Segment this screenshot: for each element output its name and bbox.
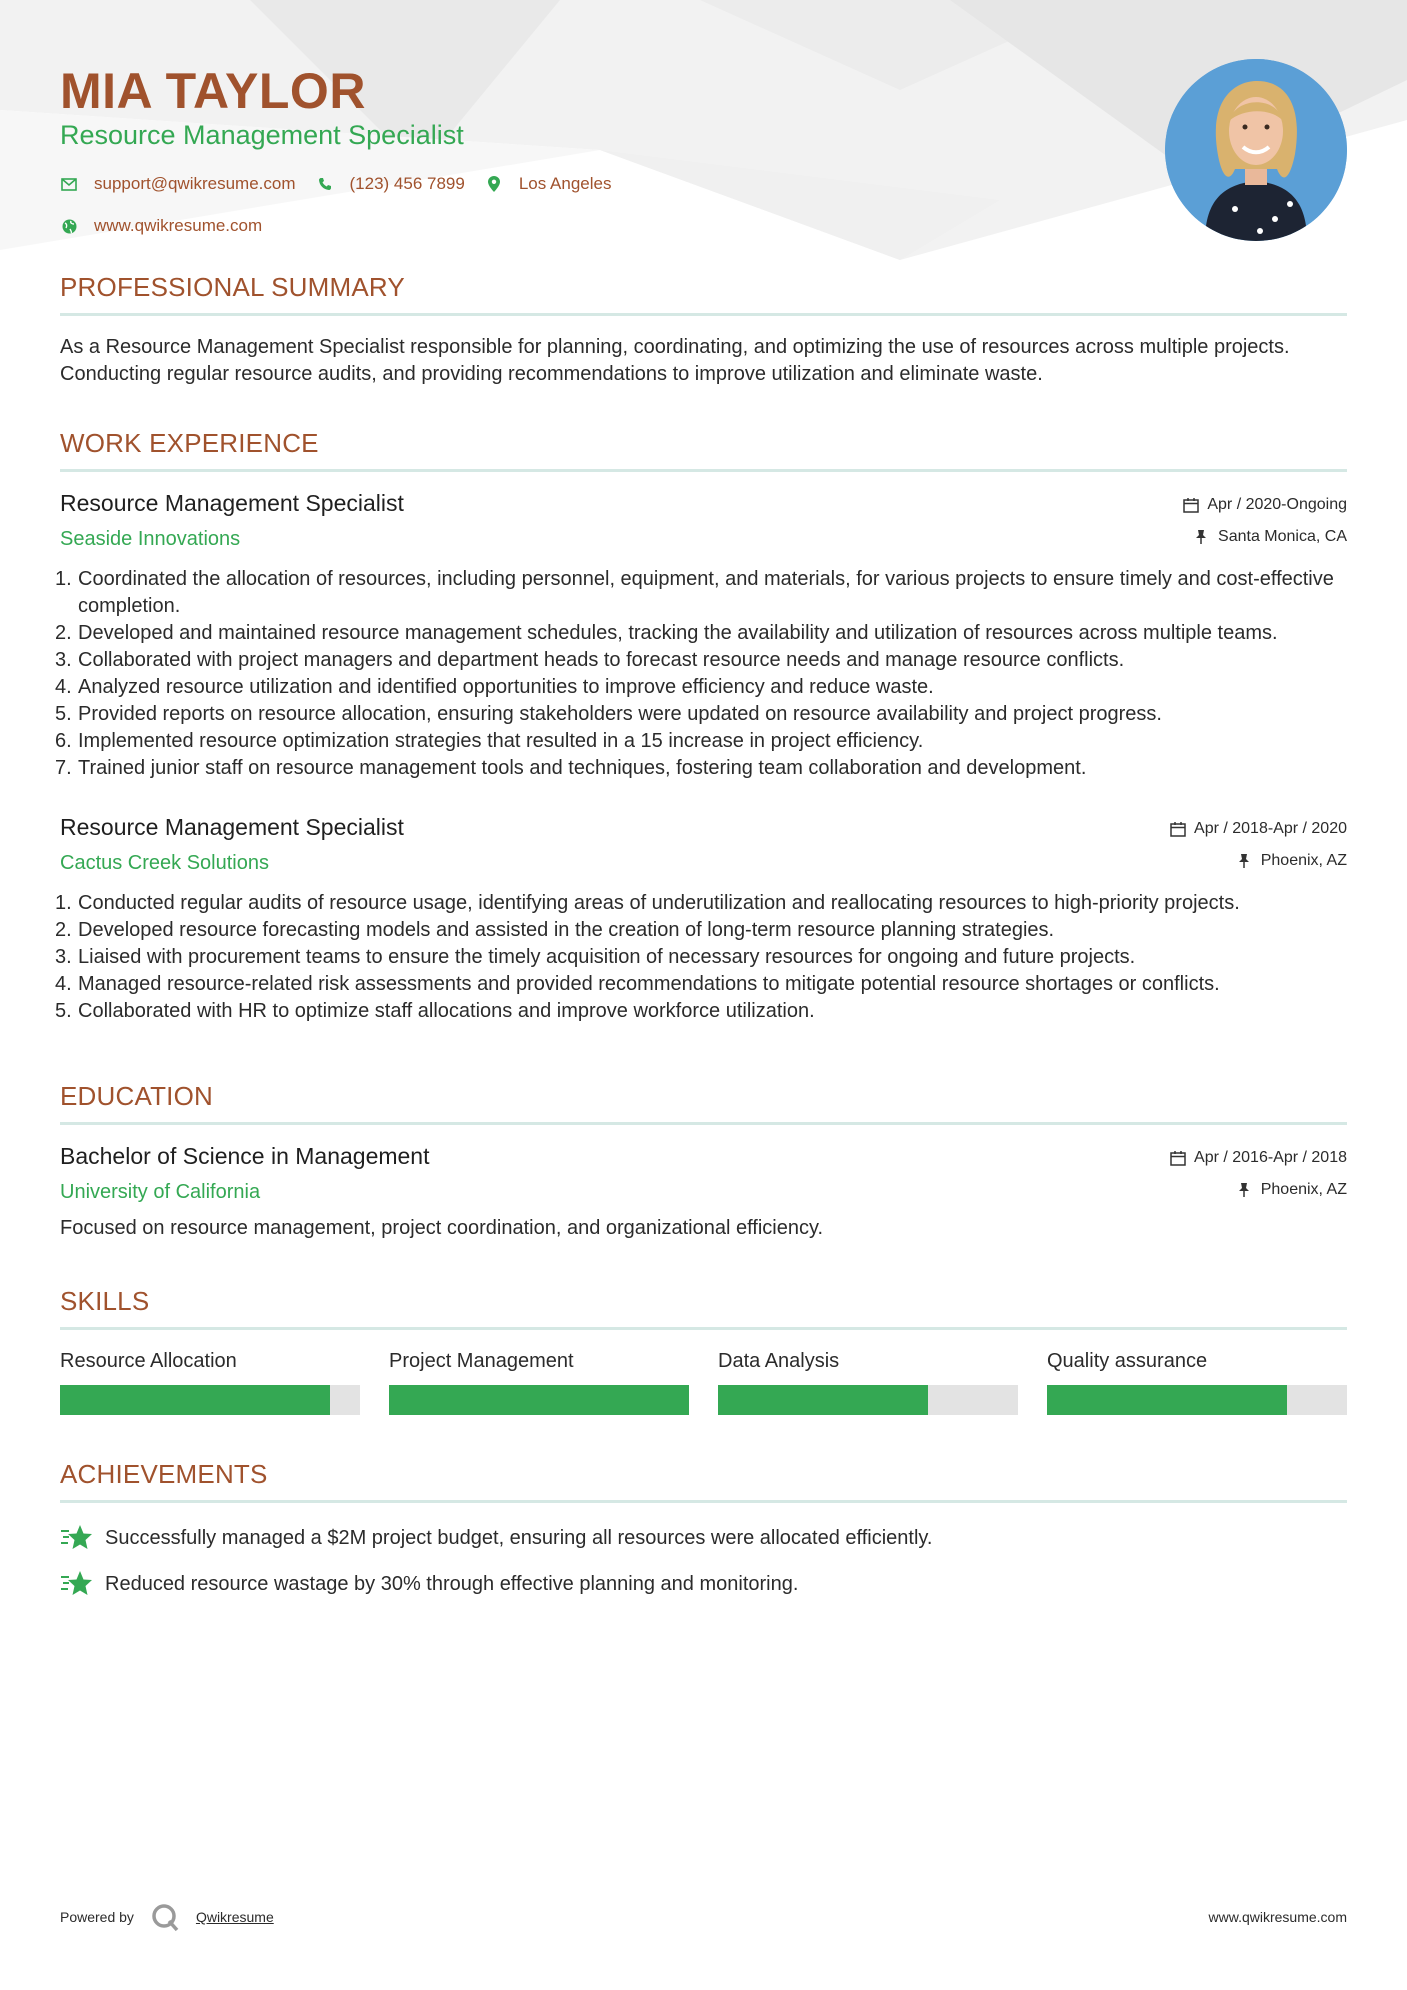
list-item: 3. Liaised with procurement teams to ensure the timely acquisition of necessary resources for ongoing and future projects. [55, 946, 1136, 968]
calendar-icon [1170, 821, 1186, 837]
job-company: Cactus Creek Solutions [60, 852, 269, 874]
job-location-text: Santa Monica, CA [1218, 528, 1347, 545]
achievement-item [60, 1523, 1347, 1553]
section-title: PROFESSIONAL SUMMARY [60, 272, 1347, 316]
candidate-title: Resource Management Specialist [60, 120, 464, 150]
achievement-text: Successfully managed a $2M project budget, ensuring all resources were allocated efficiently. [105, 1526, 933, 1549]
skill-name: Quality assurance [1047, 1350, 1208, 1372]
education-section [60, 1081, 1347, 1242]
star-icon [60, 1523, 92, 1553]
skill-level [1047, 1385, 1287, 1415]
education-date [1170, 1149, 1347, 1167]
candidate-name: MIA TAYLOR [60, 63, 366, 119]
website-text[interactable]: www.qwikresume.com [94, 216, 263, 235]
job-entry [55, 814, 1347, 1025]
skill-level [718, 1385, 928, 1415]
skill-name: Project Management [389, 1350, 574, 1372]
contact-website[interactable] [60, 216, 262, 236]
section-title: SKILLS [60, 1286, 1347, 1330]
section-title: ACHIEVEMENTS [60, 1459, 1347, 1503]
pushpin-icon [1194, 529, 1210, 545]
pushpin-icon [1237, 1182, 1253, 1198]
brand-link[interactable]: Qwikresume [195, 1909, 274, 1925]
skill-bar [389, 1385, 689, 1415]
skill-bar [718, 1385, 1018, 1415]
skill-item [718, 1350, 1018, 1415]
list-item: 5. Provided reports on resource allocation, ensuring stakeholders were updated on resource availability and project progress. [55, 703, 1162, 725]
job-title: Resource Management Specialist [60, 814, 404, 840]
list-item: 7. Trained junior staff on resource management tools and techniques, fostering team collaboration and development. [55, 757, 1087, 779]
skill-level [389, 1385, 689, 1415]
job-bullets [55, 890, 1347, 1025]
degree-title: Bachelor of Science in Management [60, 1143, 430, 1169]
list-item: 1. Conducted regular audits of resource usage, identifying areas of underutilization and reallocating resources to high-priority projects. [55, 892, 1240, 914]
job-date [1183, 496, 1347, 514]
job-location [1194, 528, 1347, 546]
powered-by [60, 1902, 274, 1932]
skill-name: Resource Allocation [60, 1350, 237, 1372]
section-title: WORK EXPERIENCE [60, 428, 1347, 472]
list-item: 4. Analyzed resource utilization and identified opportunities to improve efficiency and reduce waste. [55, 676, 934, 698]
contact-email[interactable] [60, 174, 296, 194]
skills-section [60, 1286, 1347, 1415]
resume-header [60, 0, 1347, 250]
job-company: Seaside Innovations [60, 528, 241, 550]
education-description: Focused on resource management, project coordination, and organizational efficiency. [60, 1217, 824, 1239]
education-date-text: Apr / 2016-Apr / 2018 [1194, 1149, 1347, 1166]
powered-by-label: Powered by [60, 1909, 134, 1925]
job-title: Resource Management Specialist [60, 490, 404, 516]
star-icon [60, 1569, 92, 1599]
calendar-icon [1170, 1150, 1186, 1166]
phone-text[interactable]: (123) 456 7899 [349, 174, 465, 193]
job-bullets [55, 566, 1347, 782]
list-item: 2. Developed and maintained resource management schedules, tracking the availability and utilization of resources across multiple teams. [55, 622, 1278, 644]
footer-website[interactable]: www.qwikresume.com [1208, 1909, 1347, 1925]
envelope-icon [60, 175, 78, 193]
contact-location [485, 174, 612, 194]
list-item: 5. Collaborated with HR to optimize staff allocations and improve workforce utilization. [55, 1000, 815, 1022]
pushpin-icon [1237, 853, 1253, 869]
list-item: 3. Collaborated with project managers and department heads to forecast resource needs and manage resource conflicts. [55, 649, 1125, 671]
list-item: 6. Implemented resource optimization strategies that resulted in a 15 increase in project efficiency. [55, 730, 924, 752]
summary-text: As a Resource Management Specialist responsible for planning, coordinating, and optimizing the use of resources across multiple projects. Conducting regular resource audits, and providing recommendations to improve utilization and eliminate waste. [60, 336, 1290, 385]
skill-item [1047, 1350, 1347, 1415]
contact-row [60, 174, 631, 194]
list-item: 4. Managed resource-related risk assessments and provided recommendations to mitigate potential resource shortages or conflicts. [55, 973, 1220, 995]
job-location-text: Phoenix, AZ [1260, 852, 1347, 869]
email-text[interactable]: support@qwikresume.com [94, 174, 296, 193]
section-title: EDUCATION [60, 1081, 1347, 1125]
skills-list [60, 1350, 1347, 1415]
experience-section [55, 428, 1347, 1025]
profile-photo [1165, 59, 1347, 241]
skill-name: Data Analysis [718, 1350, 840, 1372]
job-entry [55, 490, 1347, 782]
calendar-icon [1183, 497, 1199, 513]
skill-bar [1047, 1385, 1347, 1415]
skill-level [60, 1385, 330, 1415]
job-date [1170, 820, 1347, 838]
summary-section [60, 272, 1347, 388]
contact-row-2 [60, 216, 282, 236]
school-name: University of California [60, 1181, 261, 1203]
location-text: Los Angeles [518, 174, 612, 193]
achievement-item [60, 1569, 1347, 1599]
job-date-text: Apr / 2020-Ongoing [1207, 496, 1347, 513]
phone-icon [316, 175, 334, 193]
achievements-section [60, 1459, 1347, 1599]
contact-phone[interactable] [316, 174, 465, 194]
qwikresume-logo-icon [150, 1902, 180, 1932]
achievement-text: Reduced resource wastage by 30% through effective planning and monitoring. [105, 1572, 799, 1595]
job-date-text: Apr / 2018-Apr / 2020 [1194, 820, 1347, 837]
globe-icon [60, 217, 78, 235]
skill-bar [60, 1385, 360, 1415]
education-location [1237, 1181, 1347, 1199]
skill-item [60, 1350, 360, 1415]
footer [60, 1900, 1347, 1934]
list-item: 1. Coordinated the allocation of resources, including personnel, equipment, and materials, for various projects to ensure timely and cost-effective completion. [55, 568, 1334, 617]
education-entry [60, 1143, 1347, 1242]
skill-item [389, 1350, 689, 1415]
list-item: 2. Developed resource forecasting models and assisted in the creation of long-term resource planning strategies. [55, 919, 1055, 941]
job-location [1237, 852, 1347, 870]
map-pin-icon [485, 175, 503, 193]
education-location-text: Phoenix, AZ [1260, 1181, 1347, 1198]
